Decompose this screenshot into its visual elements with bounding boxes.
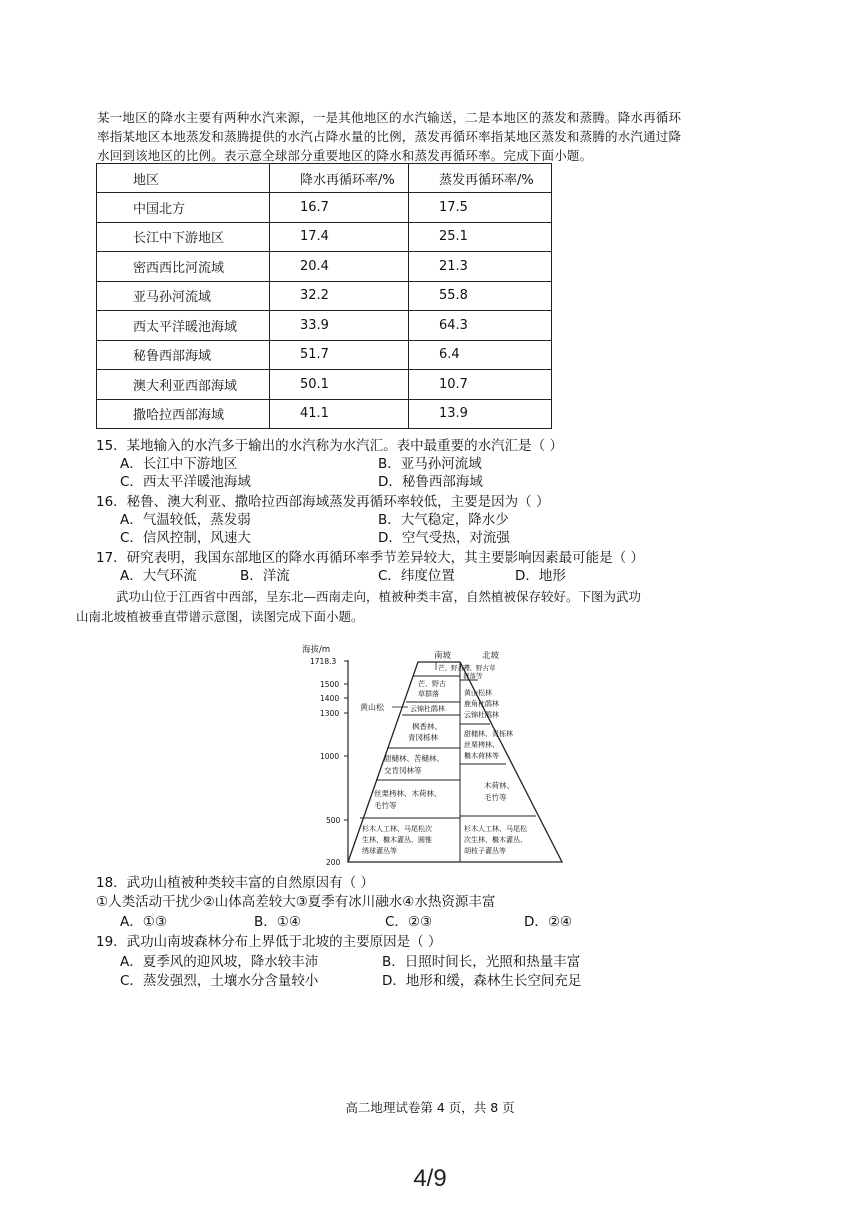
table-row xyxy=(97,370,552,400)
question-17-stem: 17．研究表明，我国东部地区的降水再循环率季节差异较大，其主要影响因素最可能是（ ） xyxy=(96,550,644,566)
table-cell: 秘鲁西部海域 xyxy=(97,340,270,370)
north-zone-4-label: 毛竹等 xyxy=(484,793,507,802)
north-zone-1-label: 群落等 xyxy=(463,672,483,680)
passage-wugong xyxy=(76,587,756,627)
north-zone-5-label: 次生林、檵木灌丛、 xyxy=(464,836,527,844)
table-cell: 17.5 xyxy=(409,193,552,223)
table-cell: 51.7 xyxy=(270,340,409,370)
table-cell: 撒哈拉西部海域 xyxy=(97,399,270,429)
y-axis-label: 海拔/m xyxy=(302,645,331,655)
table-row xyxy=(97,399,552,429)
question-16-stem: 16．秘鲁、澳大利亚、撒哈拉西部海域蒸发再循环率较低，主要是因为（ ） xyxy=(96,494,550,510)
south-zone-6-label: 毛竹等 xyxy=(374,801,397,810)
north-zone-3-label: 檵木荷林等 xyxy=(464,752,499,760)
south-zone-4-label: 枫香林、 xyxy=(412,722,442,731)
passage-line: 武功山位于江西省中西部，呈东北—西南走向，植被种类丰富，自然植被保存较好。下图为武功 xyxy=(116,589,642,604)
question-16-option-d: D．空气受热，对流强 xyxy=(378,530,510,546)
table-cell: 21.3 xyxy=(409,252,552,282)
north-zone-5-label: 杉木人工林、马尾松 xyxy=(464,825,527,833)
table-cell: 25.1 xyxy=(409,222,552,252)
column-header: 蒸发再循环率/% xyxy=(409,164,552,193)
question-19-option-b: B．日照时间长，光照和热量丰富 xyxy=(382,954,581,970)
table-cell: 50.1 xyxy=(270,370,409,400)
question-18-stem: 18．武功山植被种类较丰富的自然原因有（ ） xyxy=(96,875,374,891)
table-cell: 10.7 xyxy=(409,370,552,400)
question-18-option-d: D．②④ xyxy=(524,914,573,930)
table-row xyxy=(97,281,552,311)
column-header: 降水再循环率/% xyxy=(270,164,409,193)
tick-label: 500 xyxy=(326,816,341,825)
table-cell: 41.1 xyxy=(270,399,409,429)
table-cell: 长江中下游地区 xyxy=(97,222,270,252)
page-footer: 高二地理试卷第 4 页，共 8 页 xyxy=(345,1100,515,1115)
north-zone-5-label: 胡枝子灌丛等 xyxy=(464,847,506,855)
question-18-items: ①人类活动干扰少②山体高差较大③夏季有冰川融水④水热资源丰富 xyxy=(96,894,496,910)
question-18-option-a: A．①③ xyxy=(120,914,167,930)
table-row xyxy=(97,193,552,223)
table-header-row xyxy=(97,164,552,193)
question-16-option-b: B．大气稳定，降水少 xyxy=(378,512,509,528)
table-cell: 澳大利亚西部海域 xyxy=(97,370,270,400)
south-zone-5-label: 交肯冈林等 xyxy=(384,766,422,775)
south-zone-3-label: 云锦杜鹃林 xyxy=(410,705,445,713)
north-slope-label: 北坡 xyxy=(482,651,500,661)
question-17-option-b: B．洋流 xyxy=(240,568,290,584)
tick-label: 1000 xyxy=(320,752,340,761)
south-zone-7-label: 绣球灌丛等 xyxy=(362,847,397,855)
table-cell: 16.7 xyxy=(270,193,409,223)
south-zone-7-label: 杉木人工林、马尾松次 xyxy=(362,825,432,833)
tick-label: 1718.3 xyxy=(310,657,337,666)
tick-label: 1400 xyxy=(320,694,340,703)
question-15-option-d: D．秘鲁西部海域 xyxy=(378,474,483,490)
question-19-option-a: A．夏季风的迎风坡，降水较丰沛 xyxy=(120,954,319,970)
south-zone-2-label: 草群落 xyxy=(418,690,439,698)
south-zone-1-label: 芒、野古草 xyxy=(438,664,471,672)
south-zone-6-label: 丝栗栲林、木荷林、 xyxy=(374,789,442,798)
table-cell: 32.2 xyxy=(270,281,409,311)
question-19-option-d: D．地形和缓，森林生长空间充足 xyxy=(382,973,582,989)
recycling-rate-table xyxy=(96,163,552,429)
north-zone-2-label: 鹿角杜鹃林 xyxy=(464,700,499,708)
page-number: 4/9 xyxy=(413,1165,447,1192)
tick-label: 1300 xyxy=(320,709,340,718)
table-cell: 64.3 xyxy=(409,311,552,341)
question-17-option-d: D．地形 xyxy=(515,568,566,584)
table-row xyxy=(97,252,552,282)
table-cell: 亚马孙河流域 xyxy=(97,281,270,311)
passage-line: 水回到该地区的比例。表示意全球部分重要地区的降水和蒸发再循环率。完成下面小题。 xyxy=(97,148,593,163)
question-19-stem: 19．武功山南坡森林分布上界低于北坡的主要原因是（ ） xyxy=(96,934,442,950)
table-cell: 6.4 xyxy=(409,340,552,370)
south-zone-7-label: 生林、檵木灌丛、圆锥 xyxy=(362,836,432,844)
table-cell: 17.4 xyxy=(270,222,409,252)
question-15-stem: 15．某地输入的水汽多于输出的水汽称为水汽汇。表中最重要的水汽汇是（ ） xyxy=(96,438,563,454)
north-zone-4-label: 木荷林、 xyxy=(484,781,514,790)
question-16-option-a: A．气温较低，蒸发弱 xyxy=(120,512,251,528)
table-cell: 33.9 xyxy=(270,311,409,341)
table-cell: 西太平洋暖池海域 xyxy=(97,311,270,341)
question-18-option-b: B．①④ xyxy=(254,914,301,930)
question-15-option-b: B．亚马孙河流域 xyxy=(378,456,482,472)
table-cell: 13.9 xyxy=(409,399,552,429)
axis-ticks xyxy=(310,657,348,867)
table-cell: 中国北方 xyxy=(97,193,270,223)
question-15-option-a: A．长江中下游地区 xyxy=(120,456,238,472)
table-row xyxy=(97,222,552,252)
question-17-option-a: A．大气环流 xyxy=(120,568,197,584)
passage-intro xyxy=(97,108,757,165)
tick-label: 200 xyxy=(326,858,341,867)
question-19-option-c: C．蒸发强烈，土壤水分含量较小 xyxy=(120,973,319,989)
question-16-option-c: C．信风控制，风速大 xyxy=(120,530,251,546)
passage-line: 某一地区的降水主要有两种水汽来源，一是其他地区的水汽输送，二是本地区的蒸发和蒸腾。降水再循环 xyxy=(97,110,682,125)
passage-line: 山南北坡植被垂直带谱示意图，读图完成下面小题。 xyxy=(76,609,364,624)
north-zone-3-label: 甜槠林、青栎林 xyxy=(464,730,513,738)
north-zone-2-label: 云锦杜鹃林 xyxy=(464,711,499,719)
table-cell: 密西西比河流域 xyxy=(97,252,270,282)
question-18-option-c: C．②③ xyxy=(385,914,433,930)
south-slope-label: 南坡 xyxy=(434,651,452,661)
table-row xyxy=(97,311,552,341)
vegetation-zonation-diagram xyxy=(300,640,580,870)
south-zone-5-label: 甜槠林、苦槠林、 xyxy=(384,754,444,763)
north-zone-1-label: 芒、野古草 xyxy=(463,664,496,672)
table-cell: 55.8 xyxy=(409,281,552,311)
passage-line: 率指某地区本地蒸发和蒸腾提供的水汽占降水量的比例，蒸发再循环率指某地区蒸发和蒸腾的水汽通过降 xyxy=(97,129,682,144)
table-cell: 20.4 xyxy=(270,252,409,282)
question-15-option-c: C．西太平洋暖池海域 xyxy=(120,474,251,490)
south-zone-2-label: 芒、野古 xyxy=(418,680,446,688)
column-header: 地区 xyxy=(97,164,270,193)
question-17-option-c: C．纬度位置 xyxy=(378,568,455,584)
north-zone-3-label: 丝栗栲林、 xyxy=(464,741,499,749)
tick-label: 1500 xyxy=(320,680,340,689)
north-zone-2-label: 黄山松林 xyxy=(464,689,492,697)
south-zone-4-label: 青冈栎林 xyxy=(408,733,438,742)
table-row xyxy=(97,340,552,370)
south-outside-label: 黄山松 xyxy=(360,703,384,712)
